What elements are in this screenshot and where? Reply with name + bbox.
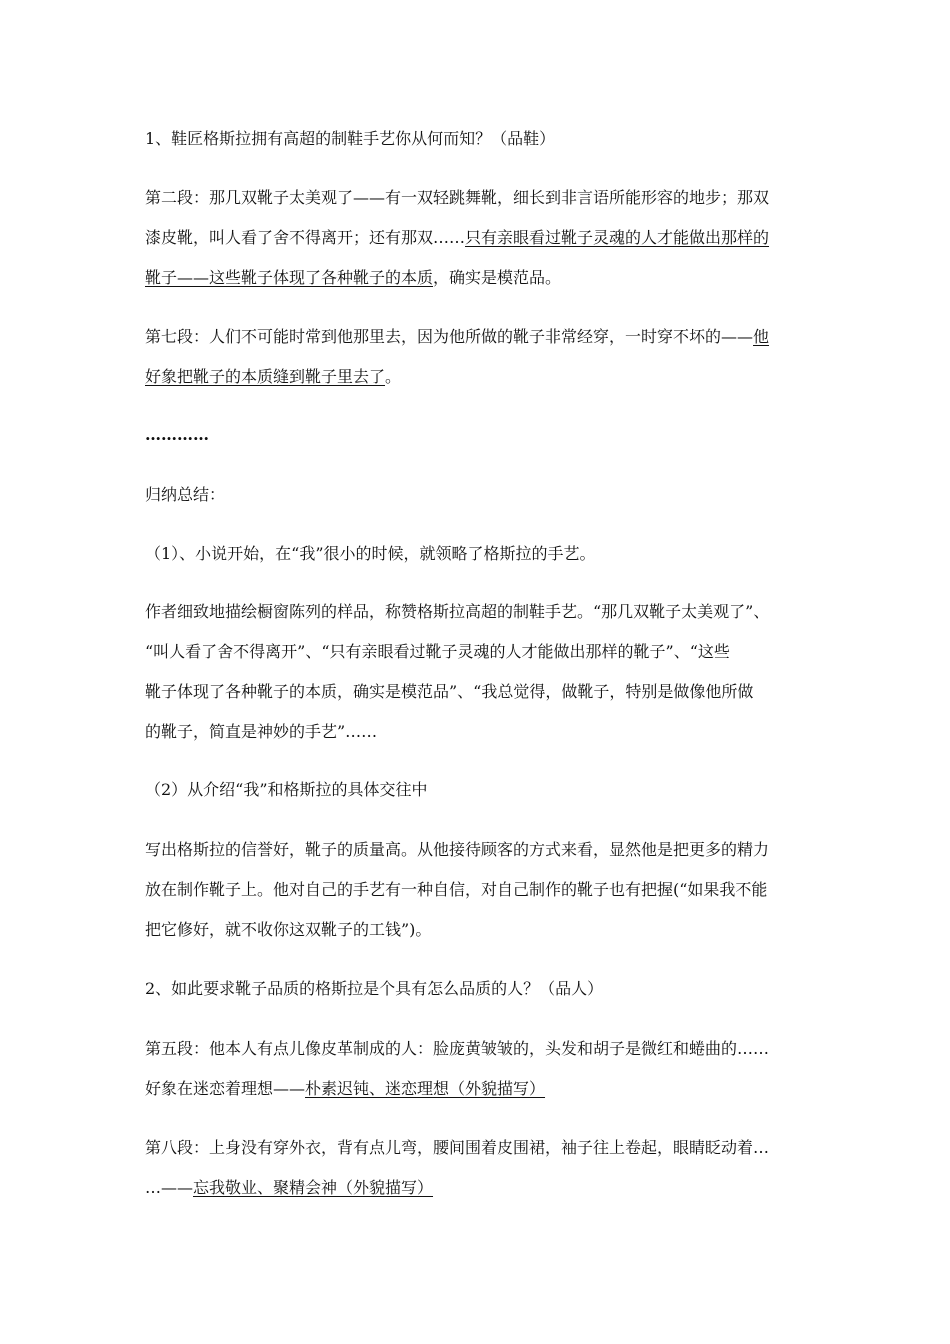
summary-2-line-3: 把它修好，就不收你这双靴子的工钱”)。 (145, 920, 432, 939)
question-2-title: 2、如此要求靴子品质的格斯拉是个具有怎么品质的人？（品人） (145, 979, 604, 998)
ellipsis-separator: ………… (145, 425, 209, 444)
summary-1-line-4: 的靴子，简直是神妙的手艺”…… (145, 722, 378, 741)
para8-line-2-text: …—— (145, 1178, 193, 1197)
para7-underlined-quote: 好象把靴子的本质缝到靴子里去了 (145, 367, 386, 386)
para2-line-3-text: ，确实是模范品。 (433, 268, 562, 287)
para2-line-2 (145, 227, 769, 249)
para7-line-1-text: 第七段：人们不可能时常到他那里去，因为他所做的靴子非常经穿，一时穿不坏的—— (145, 327, 754, 346)
para2-line-2-text: 漆皮靴，叫人看了舍不得离开；还有那双…… (145, 228, 466, 247)
summary-1-title: （1）、小说开始，在“我”很小的时候，就领略了格斯拉的手艺。 (145, 544, 596, 563)
para5-line-1: 第五段：他本人有点儿像皮革制成的人：脸庞黄皱皱的，头发和胡子是微红和蜷曲的…… (145, 1039, 770, 1058)
para7-underlined-start: 他 (753, 327, 770, 346)
para2-underlined-quote: 只有亲眼看过靴子灵魂的人才能做出那样的 (465, 228, 770, 247)
para8-underlined-summary: 忘我敬业、聚精会神（外貌描写） (193, 1178, 434, 1197)
para7-line-1 (145, 326, 769, 348)
para2-line-1: 第二段：那几双靴子太美观了——有一双轻跳舞靴，细长到非言语所能形容的地步；那双 (145, 188, 770, 207)
para8-line-2 (145, 1177, 433, 1199)
summary-1-line-2: “叫人看了舍不得离开”、“只有亲眼看过靴子灵魂的人才能做出那样的靴子”、“这些 (145, 642, 730, 661)
para8-line-1: 第八段：上身没有穿外衣，背有点儿弯，腰间围着皮围裙，袖子往上卷起，眼睛眨动着… (145, 1138, 770, 1157)
para2-underlined-quote-cont: 靴子——这些靴子体现了各种靴子的本质 (145, 268, 434, 287)
para7-line-2-text: 。 (385, 367, 402, 386)
summary-2-line-1: 写出格斯拉的信誉好，靴子的质量高。从他接待顾客的方式来看，显然他是把更多的精力 (145, 840, 770, 859)
para5-underlined-summary: 朴素迟钝、迷恋理想（外貌描写） (305, 1079, 546, 1098)
summary-2-title: （2）从介绍“我”和格斯拉的具体交往中 (145, 780, 428, 799)
summary-2-line-2: 放在制作靴子上。他对自己的手艺有一种自信，对自己制作的靴子也有把握(“如果我不能 (145, 880, 768, 899)
summary-1-line-3: 靴子体现了各种靴子的本质，确实是模范品”、“我总觉得，做靴子，特别是做像他所做 (145, 682, 754, 701)
para7-line-2 (145, 366, 401, 388)
summary-1-line-1: 作者细致地描绘橱窗陈列的样品，称赞格斯拉高超的制鞋手艺。“那几双靴子太美观了”、 (145, 602, 770, 621)
question-1-title: 1、鞋匠格斯拉拥有高超的制鞋手艺你从何而知？（品鞋） (145, 129, 556, 148)
para2-line-3 (145, 267, 561, 289)
summary-heading: 归纳总结： (145, 485, 226, 504)
para5-line-2-text: 好象在迷恋着理想—— (145, 1079, 306, 1098)
para5-line-2 (145, 1078, 545, 1100)
